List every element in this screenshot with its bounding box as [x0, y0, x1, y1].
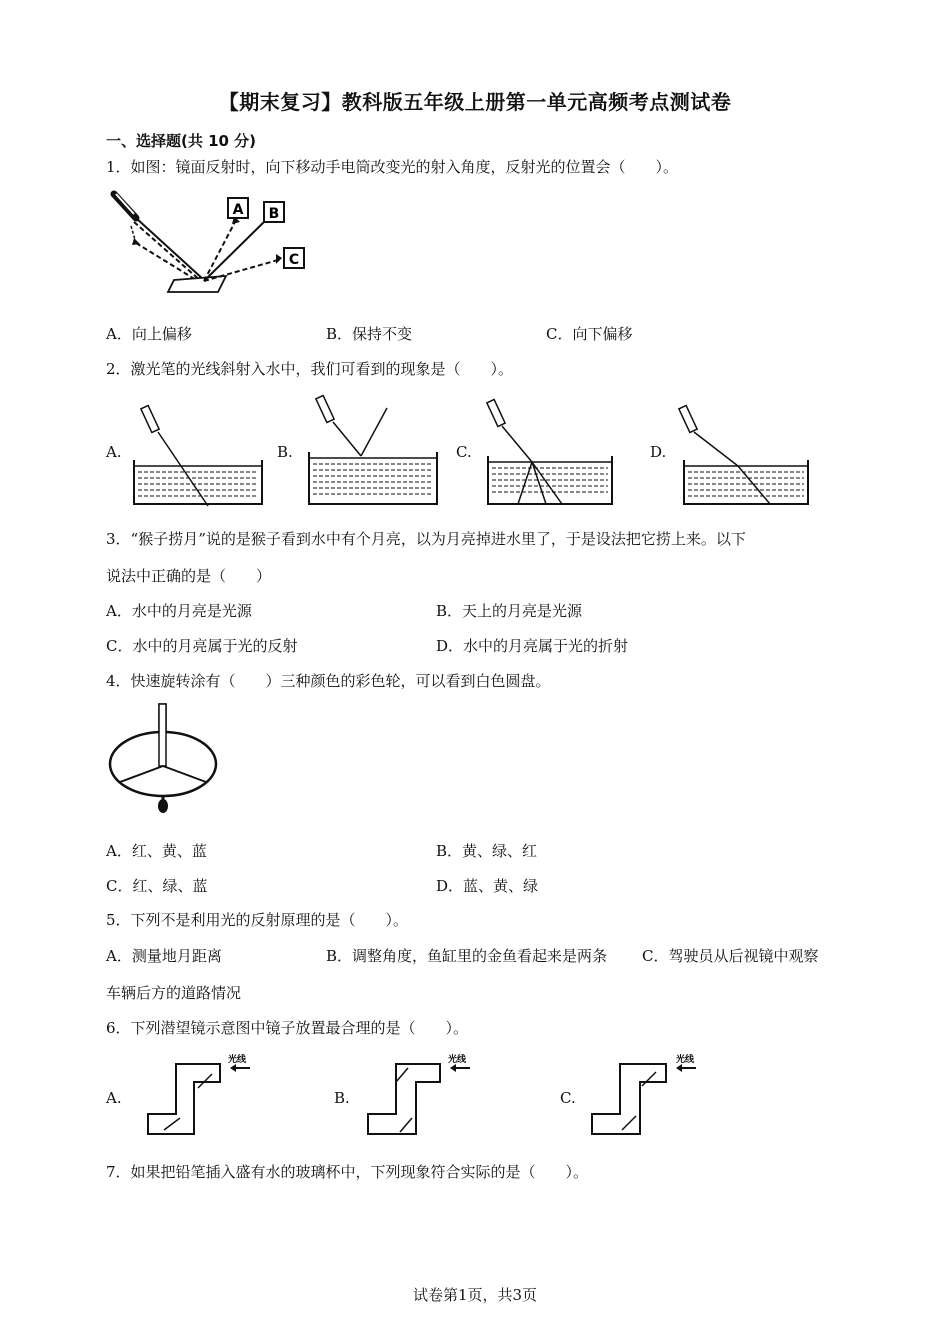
label-c: C	[288, 252, 300, 268]
flashlight-icon	[114, 194, 136, 218]
q6-periscope-c	[590, 1050, 702, 1136]
q1-option-a[interactable]: A．向上偏移	[106, 325, 192, 343]
section-heading: 一、选择题(共 10 分)	[106, 132, 257, 150]
q2-option-c[interactable]: C.	[456, 443, 472, 461]
q6-option-b[interactable]: B.	[334, 1089, 350, 1107]
question-5: 5．下列不是利用光的反射原理的是（ ）。	[106, 911, 409, 929]
label-b: B	[268, 206, 280, 222]
question-1: 1．如图：镜面反射时，向下移动手电筒改变光的射入角度，反射光的位置会（ ）。	[106, 158, 679, 176]
q6-option-a[interactable]: A.	[106, 1089, 122, 1107]
question-2: 2．激光笔的光线斜射入水中，我们可看到的现象是（ ）。	[106, 360, 514, 378]
q1-option-b[interactable]: B．保持不变	[326, 325, 413, 343]
q5-option-a[interactable]: A．测量地月距离	[106, 947, 222, 965]
q6-periscope-b	[366, 1052, 478, 1136]
q1-mirror-reflection-figure	[106, 188, 316, 298]
q5-option-c[interactable]: C．驾驶员从后视镜中观察	[642, 947, 819, 965]
page-title: 【期末复习】教科版五年级上册第一单元高频考点测试卷	[218, 90, 732, 114]
question-3-line2: 说法中正确的是（ ）	[106, 567, 272, 585]
light-label: 光线	[676, 1055, 695, 1065]
q4-color-wheel-figure	[106, 702, 222, 814]
q4-option-b[interactable]: B．黄、绿、红	[436, 842, 538, 860]
label-a: A	[232, 202, 244, 218]
light-label: 光线	[228, 1055, 247, 1065]
q1-option-c[interactable]: C．向下偏移	[546, 325, 633, 343]
q3-option-c[interactable]: C．水中的月亮属于光的反射	[106, 637, 298, 655]
question-7: 7．如果把铅笔插入盛有水的玻璃杯中，下列现象符合实际的是（ ）。	[106, 1163, 589, 1181]
page-footer: 试卷第1页，共3页	[412, 1286, 538, 1304]
q4-option-c[interactable]: C．红、绿、蓝	[106, 877, 208, 895]
q4-option-a[interactable]: A．红、黄、蓝	[106, 842, 207, 860]
question-3-line1: 3．“猴子捞月”说的是猴子看到水中有个月亮，以为月亮掉进水里了，于是设法把它捞上来。以下	[106, 530, 746, 548]
q2-option-b[interactable]: B.	[277, 443, 293, 461]
q2-option-a[interactable]: A.	[106, 443, 122, 461]
q2-option-d[interactable]: D.	[650, 443, 667, 461]
q2-figure-a	[130, 398, 266, 510]
q3-option-b[interactable]: B．天上的月亮是光源	[436, 602, 583, 620]
q3-option-d[interactable]: D．水中的月亮属于光的折射	[436, 637, 629, 655]
question-6: 6．下列潜望镜示意图中镜子放置最合理的是（ ）。	[106, 1019, 469, 1037]
q6-option-c[interactable]: C.	[560, 1089, 576, 1107]
q2-figure-d	[680, 404, 812, 510]
q3-option-a[interactable]: A．水中的月亮是光源	[106, 602, 252, 620]
q5-option-b[interactable]: B．调整角度，鱼缸里的金鱼看起来是两条	[326, 947, 608, 965]
q5-option-c-continuation: 车辆后方的道路情况	[106, 984, 242, 1002]
q6-periscope-a	[146, 1052, 256, 1136]
q2-figure-c	[484, 396, 616, 510]
q4-option-d[interactable]: D．蓝、黄、绿	[436, 877, 539, 895]
q2-figure-b	[305, 390, 441, 510]
light-label: 光线	[448, 1055, 467, 1065]
question-4: 4．快速旋转涂有（ ）三种颜色的彩色轮，可以看到白色圆盘。	[106, 672, 551, 690]
